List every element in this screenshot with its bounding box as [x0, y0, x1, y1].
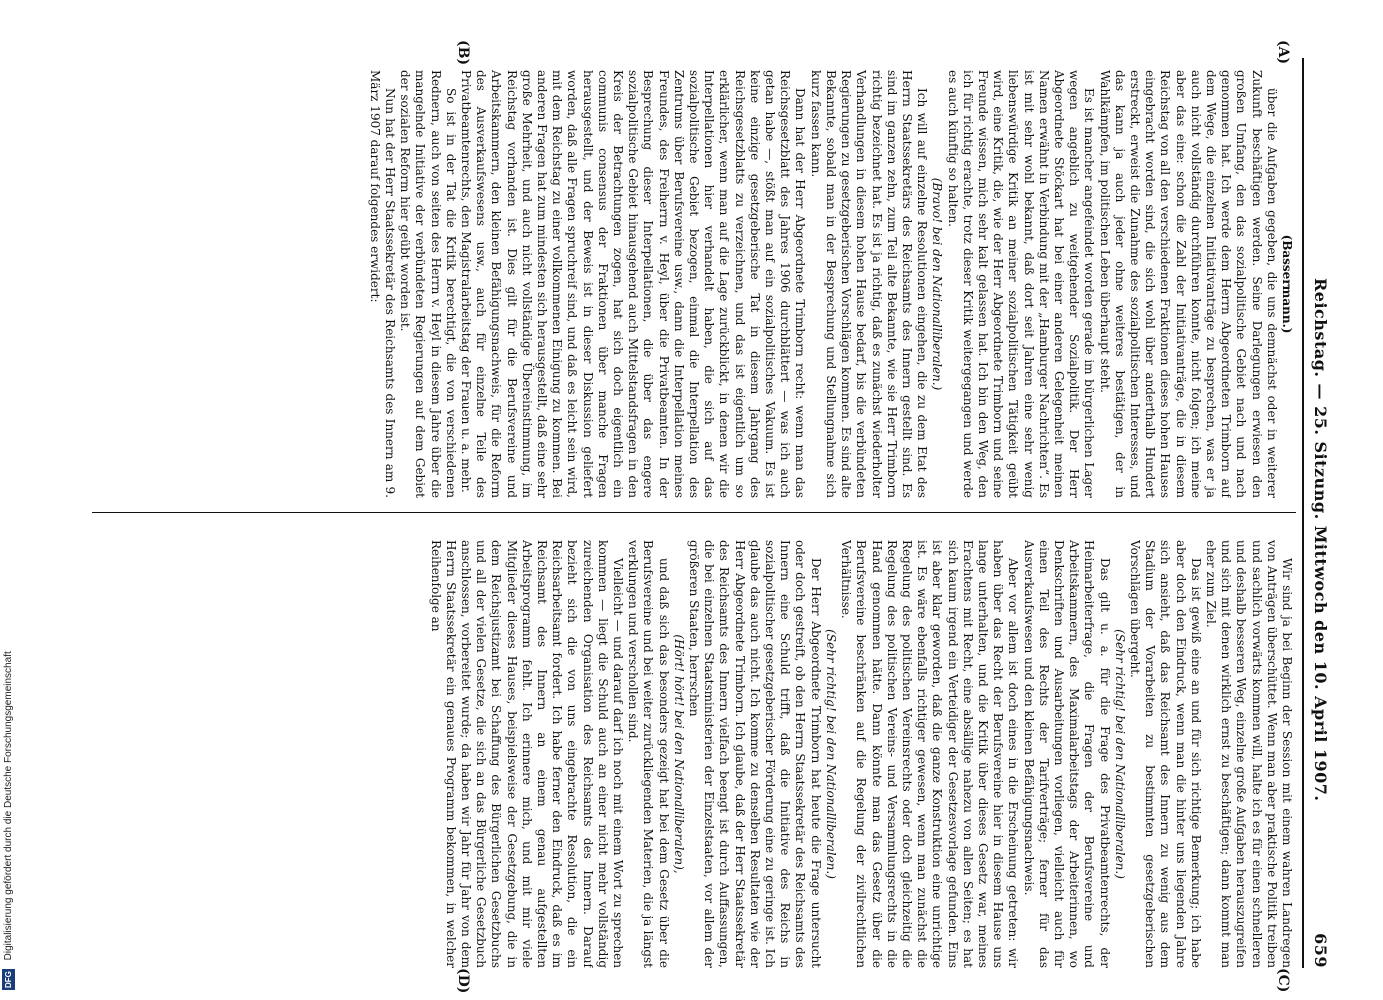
paragraph: Vielleicht — und darauf darf ich noch mit einem Wort zu sprechen kommen — liegt die Schuld auch an einer nicht mehr vollständig zureichenden Organisation des Reichsamts des Innern. Darauf bezieht sich die von uns eingebrachte Resolution, die ein Reichsarbeitsamt fordert. Ich habe ferner den Eindruck, daß es im Reichsamt des Innern an einem genau aufgestellten Arbeitsprogramm fehlt. Ich erinnere mich, und mit mir viele Mitglieder dieses Hauses, beispielsweise der Gesetzgebung, die in dem Reichsjustizamt bei Schaffung des Bürgerlichen Gesetzbuchs und all der vielen Gesetze, die sich an das Bürgerliche Gesetzbuch anschlossen, vorbereitet wurde; da haben wir Jahr für Jahr von dem Herrn Staatssekretär ein genaues Programm bekommen, in welcher Reihenfolge an [428, 540, 626, 968]
header-title: Reichstag. — 25. Sitzung. Mittwoch den 10. April 1907. [1311, 278, 1330, 802]
left-column [99, 70, 1294, 498]
audience-reaction: (Bravo! bei den Nationalliberalen.) [930, 177, 945, 391]
paragraph: Das gilt u. a. für die Frage des Privatbeamtenrechts, der Heimarbeiterfrage, die Fragen der Berufsvereine und Arbeitskammern, des Maximalarbeitstags der Arbeiterinnen, wo Denkschriften und Ausarbeitungen vorliegen, vielleicht auch für einen Teil des Rechts der Tarifverträge; ferner für das Ausverkaufswesen und den kleinen Befähigungsnachweis. [1021, 540, 1112, 968]
paragraph: und daß sich das besonders gezeigt hat bei dem Gesetz über die Berufsvereine und bei weiter zurückliegenden Materien, die ja längst verklungen und verschollen sind. [626, 540, 671, 968]
paragraph: Wir sind ja bei Beginn der Session mit einem wahren Landregen von Anträgen überschüttet. Wenn man aber praktische Politik treiben und sachlich vorwärts kommen will, halte ich es für einen schnelleren und deshalb besseren Weg, einzelne große Aufgaben herauszugreifen und sich mit denen wirklich ernst zu beschäftigen; dann kommt man eher zum Ziel. [1203, 540, 1294, 968]
margin-letter-d: (D) [455, 968, 471, 994]
paragraph: über die Aufgaben gegeben, die uns demnächst oder in weiterer Zukunft beschäftigen werden. Seine Darlegungen erwiesen den großen Umfang, den das sozialpolitische Gebiet nach und nach genommen hat. Ich werde dem Herrn Abgeordneten Trimborn auf dem Wege, die einzelnen Initiativanträge zu besprechen, was er ja auch nicht vollständig durchführen konnte, nicht folgen; ich meine aber das eine: schon die Zahl der Initiativanträge, die in diesem Reichstag von all den verschiedenen Fraktionen dieses hohen Hauses eingebracht worden sind, die sich wohl über anderthalb Hundert erstreckt, erweist die Zunahme des sozialpolitischen Interesses, und das kann ja auch jeder ohne weiteres bestätigen, der in Wahlkämpfen, im politischen Leben überhaupt steht. [1097, 70, 1279, 498]
running-head [1308, 58, 1330, 968]
margin-letter-b: (B) [455, 40, 471, 66]
paragraph: Aber vor allem ist doch eines in die Erscheinung getreten: wir haben über das Recht der Berufsvereine hier in diesem Hause uns lange unterhalten, und die Kritik über dieses Gesetz war, meines Erachtens mit Recht, eine absällige nahezu von allen Seiten; es hat sich kaum irgend ein Verteidiger der Gesetzesvorlage gefunden. Eins ist aber klar geworden, daß die ganze Konstruktion eine unrichtige ist. Es wäre ebenfalls richtiger gewesen, wenn man zunächst die Regelung des politischen Vereinsrechts oder doch gleichzeitig die Regelung des politischen Vereins- und Versammlungsrechts in die Hand genommen hätte. Dann könnte man das Gesetz über die Berufsvereine beschränken auf die Regelung der zivilrechtlichen Verhältnisse. [839, 540, 1021, 968]
digitization-credit-text: Digitalisierung gefördert durch die Deutsche Forschungsgemeinschaft [3, 651, 14, 961]
audience-reaction: (Hört! hört! bei den Nationalliberalen), [671, 634, 686, 874]
paragraph: So ist in der Tat die Kritik berechtigt, die von verschiedenen Rednern, auch von seiten des Herrn v. Heyl in diesem Jahre über die mangelnde Initiative der verbündeten Regierungen auf dem Gebiet der sozialen Reform hier geübt worden ist. [398, 70, 458, 498]
paragraph: Der Herr Abgeordnete Trimborn hat heute die Frage untersucht oder doch gestreift, ob den Herrn Staatssekretär des Reichsamts des Innern eine Schuld trifft, daß die Initiative des Reichs in sozialpolitischer gesetzgeberischer Förderung eine zu geringe ist. Ich glaube das auch nicht. Ich komme zu denselben Resultaten wie der Herr Abgeordnete Trimborn. Ich glaube, daß der Herr Staatssekretär des Reichsamts des Innern vielfach beengt ist durch Auffassungen, die bei einzelnen Staatsministerien der Einzelstaaten, vor allem der größeren Staaten, herrschen [687, 540, 823, 968]
column-divider [92, 512, 1296, 513]
margin-letter-a: (A) [1275, 40, 1291, 65]
header-rule [1302, 58, 1304, 968]
audience-reaction: (Sehr richtig! bei den Nationalliberalen.) [1112, 629, 1127, 879]
paragraph: Ich will auf einzelne Resolutionen eingehen, die zu dem Etat des Herrn Staatssekretärs des Reichsamts des Innern gestellt sind. Es sind im ganzen zehn, zum Teil alte Bekannte, wie sie Herr Trimborn richtig bezeichnet hat. Es ist ja richtig, daß es zunächst wiederholter Verhandlungen in diesem hohen Hause bedarf, bis die verbündeten Regierungen zu gesetzgeberischen Vorschlägen kommen. Es sind alte Bekannte, sobald man in der Besprechung und Stellungnahme sich kurz fassen kann. [808, 70, 930, 498]
dfg-logo: DFG [4, 971, 13, 988]
audience-reaction: (Sehr richtig! bei den Nationalliberalen.) [823, 629, 838, 879]
paragraph: Das ist gewiß eine an und für sich richtige Bemerkung; ich habe aber doch den Eindruck, wenn man die hinter uns liegenden Jahre sich ansieht, daß das Reichsamt des Innern zu wenig aus dem Stadium der Vorarbeiten zu bestimmten gesetzgeberischen Vorschlägen übergeht. [1127, 540, 1203, 968]
paragraph: Dann hat der Herr Abgeordnete Trimborn recht: wenn man das Reichsgesetzblatt des Jahres 1906 durchblättert — was ich auch getan habe —, stößt man auf ein sozialpolitisches Vakuum. Es ist keine einzige gesetzgeberische Tat in diesem Jahrgang des Reichsgesetzblatts zu verzeichnen, und das ist eigentlich um so erklärlicher, wenn man auf die Lage zurückblickt, in denen wir die Interpellationen hier verhandelt haben, die sich auf das sozialpolitische Gebiet bezogen, einmal die Interpellation des Zentrums über Berufsvereine usw., dann die Interpellation meines Freundes, des Freiherrn v. Heyl, über die Privatbeamten. In der Besprechung dieser Interpellationen, die über das engere sozialpolitische Gebiet hinausgehend auch Mittelstandsfragen in den Kreis der Betrachtungen zogen, hat sich doch eigentlich ein communis consensus der Fraktionen über manche Fragen herausgestellt, und der Beweis ist in dieser Diskussion geliefert worden, daß alle Fragen spruchreif sind, und daß es leicht sein wird, mit dem Reichstag zu einer vollkommenen Einigung zu kommen. Bei anderen Fragen hat zum mindesten sich herausgestellt, daß eine sehr große Mehrheit, und auch nicht vollständige Übereinstimmung, im Reichstag vorhanden ist. Dies gilt für die Berufsvereine und Arbeitskammern, den kleinen Befähigungsnachweis, für die Reform des Ausverkaufswesens usw., auch für einzelne Teile des Privatbeamtenrechts, den Magistralarbeitstag der Frauen u. a. mehr. [459, 70, 808, 498]
right-column [99, 540, 1294, 968]
digitization-credit [2, 600, 15, 990]
margin-letter-c: (C) [1275, 968, 1291, 993]
speaker-name: (Bassermann.) [1280, 234, 1294, 334]
paragraph: Nun hat der Herr Staatssekretär des Reichsamts des Innern am 9. März 1907 darauf folgendes erwidert: [367, 70, 398, 498]
page-number: 659 [1311, 933, 1330, 968]
paragraph: Es ist mancher angefeindet worden gerade im bürgerlichen Lager wegen angeblich zu weitgehender Sozialpolitik. Der Herr Abgeordnete Stöckart hat bei einer anderen Gelegenheit meinen Namen erwähnt in Verbindung mit der „Hamburger Nachrichten“. Es ist mit sehr wohl bekannt, daß dort seit Jahren eine sehr wenig liebenswürdige Kritik an meiner sozialpolitischen Tätigkeit geübt wird, eine Kritik, die, wie der Herr Abgeordnete Trimborn und seine Freunde wissen, mich sehr kalt gelassen hat. Ich bin den Weg, den ich für richtig erachte, trotz dieser Kritik weitergegangen und werde es auch künftig so halten. [945, 70, 1097, 498]
document-page [80, 40, 1330, 994]
